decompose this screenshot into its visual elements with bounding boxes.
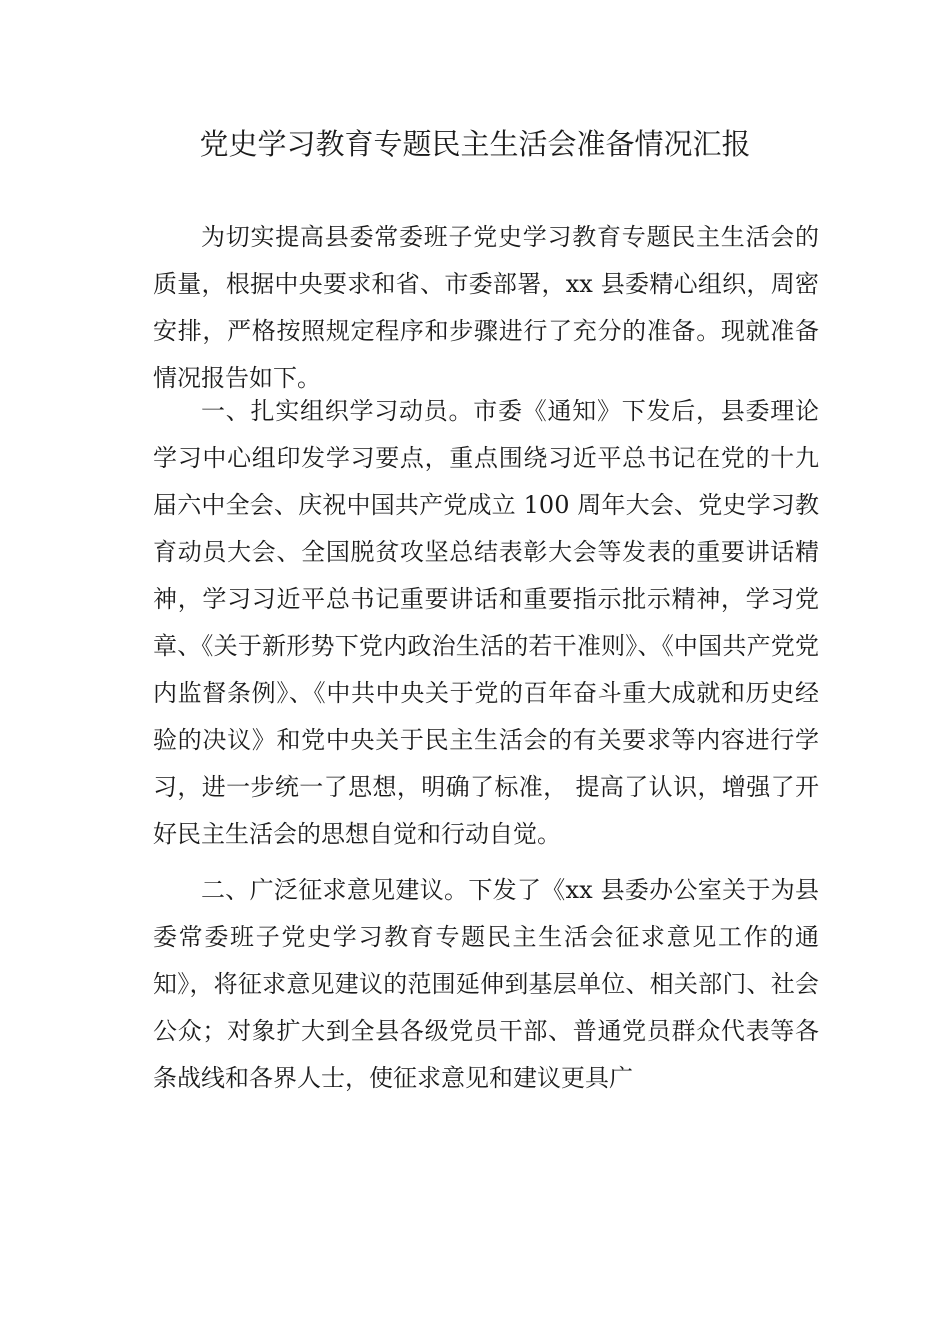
paragraph-text: 二、广泛征求意见建议。下发了《xx 县委办公室关于为县委常委班子党史学习教育专题民主生活会征求意见工作的通知》，将征求意见建议的范围延伸到基层单位、相关部门、社会公众；对象扩大到全县各级党员干部、普通党员群众代表等各条战线和各界人士，使征求意见和建议更具广 [153, 876, 819, 1092]
paragraph-intro [153, 214, 819, 402]
paragraph-text: 为切实提高县委常委班子党史学习教育专题民主生活会的质量，根据中央要求和省、市委部署，xx 县委精心组织，周密安排，严格按照规定程序和步骤进行了充分的准备。现就准备情况报告如下。 [153, 223, 819, 392]
paragraph-text: 一、扎实组织学习动员。市委《通知》下发后，县委理论学习中心组印发学习要点，重点围绕习近平总书记在党的十九届六中全会、庆祝中国共产党成立 100 周年大会、党史学习教育动员大会、全国脱贫攻坚总结表彰大会等发表的重要讲话精神，学习习近平总书记重要讲话和重要指示批示精神，学习党章、《关于新形势下党内政治生活的若干准则》、《中国共产党党内监督条例》、《中共中央关于党的百年奋斗重大成就和历史经验的决议》和党中央关于民主生活会的有关要求等内容进行学习，进一步统一了思想，明确了标准， 提高了认识，增强了开好民主生活会的思想自觉和行动自觉。 [153, 397, 819, 848]
paragraph-solicit-opinions [153, 867, 819, 1102]
document-title: 党史学习教育专题民主生活会准备情况汇报 [199, 127, 751, 161]
paragraph-study-mobilization [153, 388, 819, 858]
